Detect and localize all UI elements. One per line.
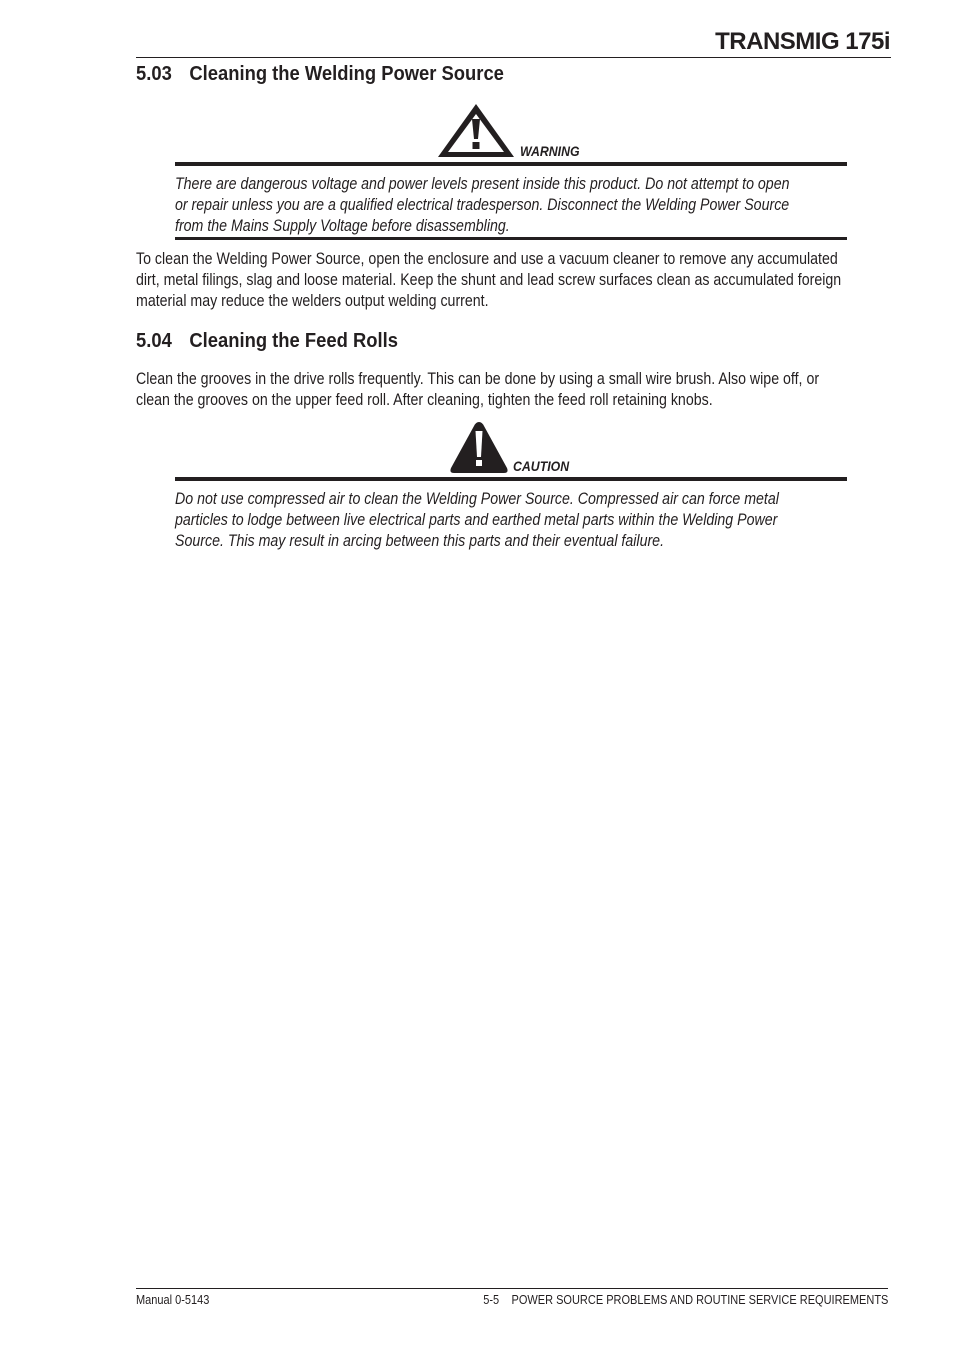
paragraph-line: clean the grooves on the upper feed roll. After cleaning, tighten the feed roll retaining knobs. (136, 391, 713, 409)
document-title: TRANSMIG 175i (715, 28, 890, 55)
warning-bottom-rule (175, 237, 847, 240)
footer-page-number: 5-5 (482, 1293, 499, 1307)
warning-label: WARNING (520, 143, 580, 159)
section-title: Cleaning the Feed Rolls (189, 330, 398, 352)
warning-triangle-icon (437, 103, 515, 158)
warning-text-line: There are dangerous voltage and power levels present inside this product. Do not attempt to open (175, 175, 790, 193)
warning-text (175, 174, 855, 237)
paragraph-line: material may reduce the welders output welding current. (136, 292, 489, 310)
paragraph-line: Clean the grooves in the drive rolls frequently. This can be done by using a small wire brush. Also wipe off, or (136, 370, 820, 388)
footer-page-info (483, 1293, 888, 1307)
warning-text-line: from the Mains Supply Voltage before disassembling. (175, 217, 510, 235)
section-number: 5.04 (136, 330, 172, 352)
paragraph-line: To clean the Welding Power Source, open the enclosure and use a vacuum cleaner to remove any accumulated (136, 250, 838, 268)
section-number: 5.03 (136, 63, 172, 85)
footer-manual-number: Manual 0-5143 (136, 1293, 210, 1307)
paragraph-line: dirt, metal filings, slag and loose material. Keep the shunt and lead screw surfaces clean as accumulated foreign (136, 271, 842, 289)
footer-divider (136, 1288, 888, 1289)
caution-text-line: Do not use compressed air to clean the Welding Power Source. Compressed air can force metal (175, 490, 779, 508)
section-heading-5-04 (136, 330, 398, 353)
power-source-cleaning-paragraph (136, 249, 896, 312)
caution-text-line: Source. This may result in arcing between this parts and their eventual failure. (175, 532, 665, 550)
caution-triangle-icon (449, 421, 509, 474)
feed-rolls-cleaning-paragraph (136, 369, 896, 411)
warning-text-line: or repair unless you are a qualified electrical tradesperson. Disconnect the Welding Power Source (175, 196, 790, 214)
caution-label: CAUTION (513, 458, 570, 474)
warning-notice-header (175, 103, 847, 167)
warning-top-rule (175, 162, 847, 166)
section-heading-5-03 (136, 63, 504, 86)
caution-text-line: particles to lodge between live electrical parts and earthed metal parts within the Welding Power (175, 511, 778, 529)
caution-notice-header (175, 421, 847, 483)
caution-top-rule (175, 477, 847, 481)
header-divider (136, 57, 891, 58)
section-title: Cleaning the Welding Power Source (189, 63, 504, 85)
caution-text (175, 489, 855, 552)
footer-chapter-title: POWER SOURCE PROBLEMS AND ROUTINE SERVICE REQUIREMENTS (511, 1293, 888, 1307)
